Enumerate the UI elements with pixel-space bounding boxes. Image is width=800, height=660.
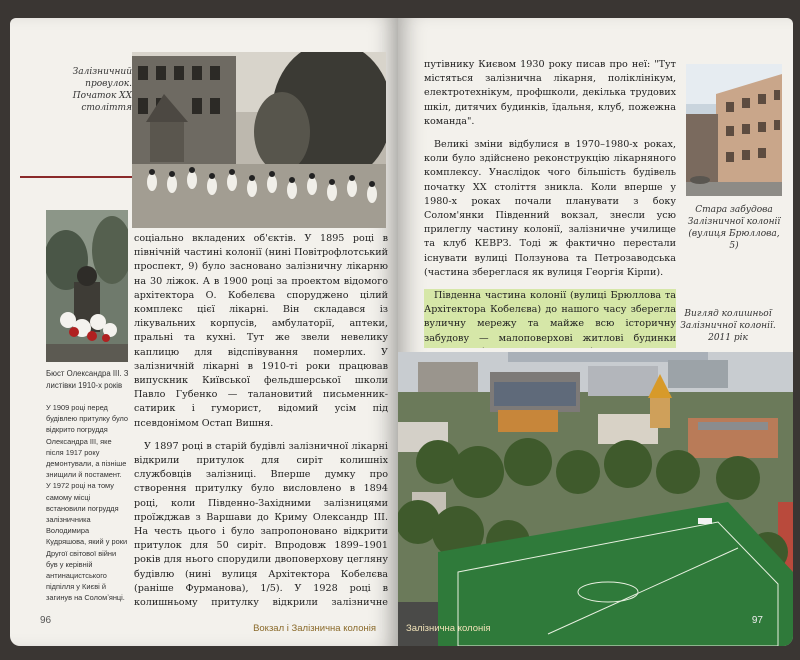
left-paragraph-2: У 1897 році в старій будівлі залізничної лікарні відкрили притулок для сиріт колишніх службовців залізниці. Вперше думку про створення притулку було висловлено в 1894 році, коли Південно-Західними залізницями проїжджав з Варшави до Криму Олександр ІІІ. На честь цього і було запропоновано відкрити притулок для 50 сиріт. Впродовж 1899–1901 років для нього спорудили двоповерхову цегляну будівлю (нині вулиця Архітектора Кобелєва (раніше Фурманова), 1/5). У 1928 році в колишньому притулку відкрили залізничне (134, 440, 388, 609)
bust-photo-caption: Бюст Олександра III. З листівки 1910-х років (46, 369, 129, 390)
right-paragraph-3: Південна частина колонії (вулиці Брюллова та Архітектора Кобелєва) до нашого часу зберегла вуличну мережу та майже всю історичну забудову — малоповерхові житлові будинки (424, 289, 676, 348)
bust-photo (46, 210, 128, 362)
right-paragraph-2: Великі зміни відбулися в 1970–1980-х роках, коли було здійснено реконструкцію лікарняного комплексу. Унаслідок чого більшість будівель початку XX століття зникла. Коли вперше у 1980-х роках почали планувати з боку Солом'янки Південний вокзал, знесли усю прилеглу частину колонії, залізничне училище та клуб КЕВРЗ. Тоді ж фактично перестали існувати вулиці Ползунова та Петрозаводська (частина збереглася як вулиця Георгія Кірпи). (424, 139, 676, 278)
left-running-footer: Вокзал і Залізнична колонія (253, 623, 376, 634)
section-heading: Залізничний провулок. Початок XX століття (72, 67, 132, 113)
aerial-colony-photo (398, 352, 793, 646)
side-note: У 1909 році перед будівлею притулку було відкрито погруддя Олександра III, яке після 1917 року демонтували, а пізніше знищили й постамент. У 1972 році на тому самому місці встановили погруддя залізничника Володимира Кудряшова, який у роки Другої світової війни був у керівній антинацистського підпілля у Києві й загинув на Соломʼянці. (46, 403, 128, 603)
left-main-text (134, 232, 388, 612)
left-page-number: 96 (40, 615, 52, 626)
right-page-number: 97 (751, 615, 763, 626)
old-buildings-caption: Стара забудова Залізничної колонії (вулиця Брюллова, 5) (687, 205, 781, 251)
right-paragraph-1: путівнику Києвом 1930 року писав про неї: "Тут містяться залізнична лікарня, поліклінікум, електротехнікум, профшколи, декілька трудових шкіл, дитячих будинків, їдальня, клуб, пожежна команда". (424, 59, 676, 127)
right-running-footer: Залізнична колонія (406, 623, 491, 634)
heading-rule (20, 176, 132, 178)
right-page (398, 18, 793, 646)
left-page (10, 18, 398, 646)
historic-hospital-photo (132, 52, 386, 228)
right-main-text (424, 58, 676, 348)
old-buildings-photo (686, 64, 782, 196)
left-paragraph-1: соціально вкладених об'єктів. У 1895 році в північній частині колонії (нині Повітрофлотський проспект, 9) було засновано залізничну лікарню на 30 ліжок. А в 1900 році за проектом відомого архітектора О. Кобелєва споруджено цілий комплекс цієї лікарні. Він складався із лікувальних корпусів, амбулаторії, аптеки, пральні та кухні. Тут же звели невелику каплицю для відспівування померлих. У залізничній лікарні в 1910-ті роки працював випускник Київської фельдшерської школи Павло Губенко — талановитий письменник-сатирик і гуморист, відомий усім під псевдонімом Остап Вишня. (134, 233, 388, 429)
aerial-view-caption: Вигляд колишньої Залізничної колонії. 2011 рік (680, 309, 776, 343)
